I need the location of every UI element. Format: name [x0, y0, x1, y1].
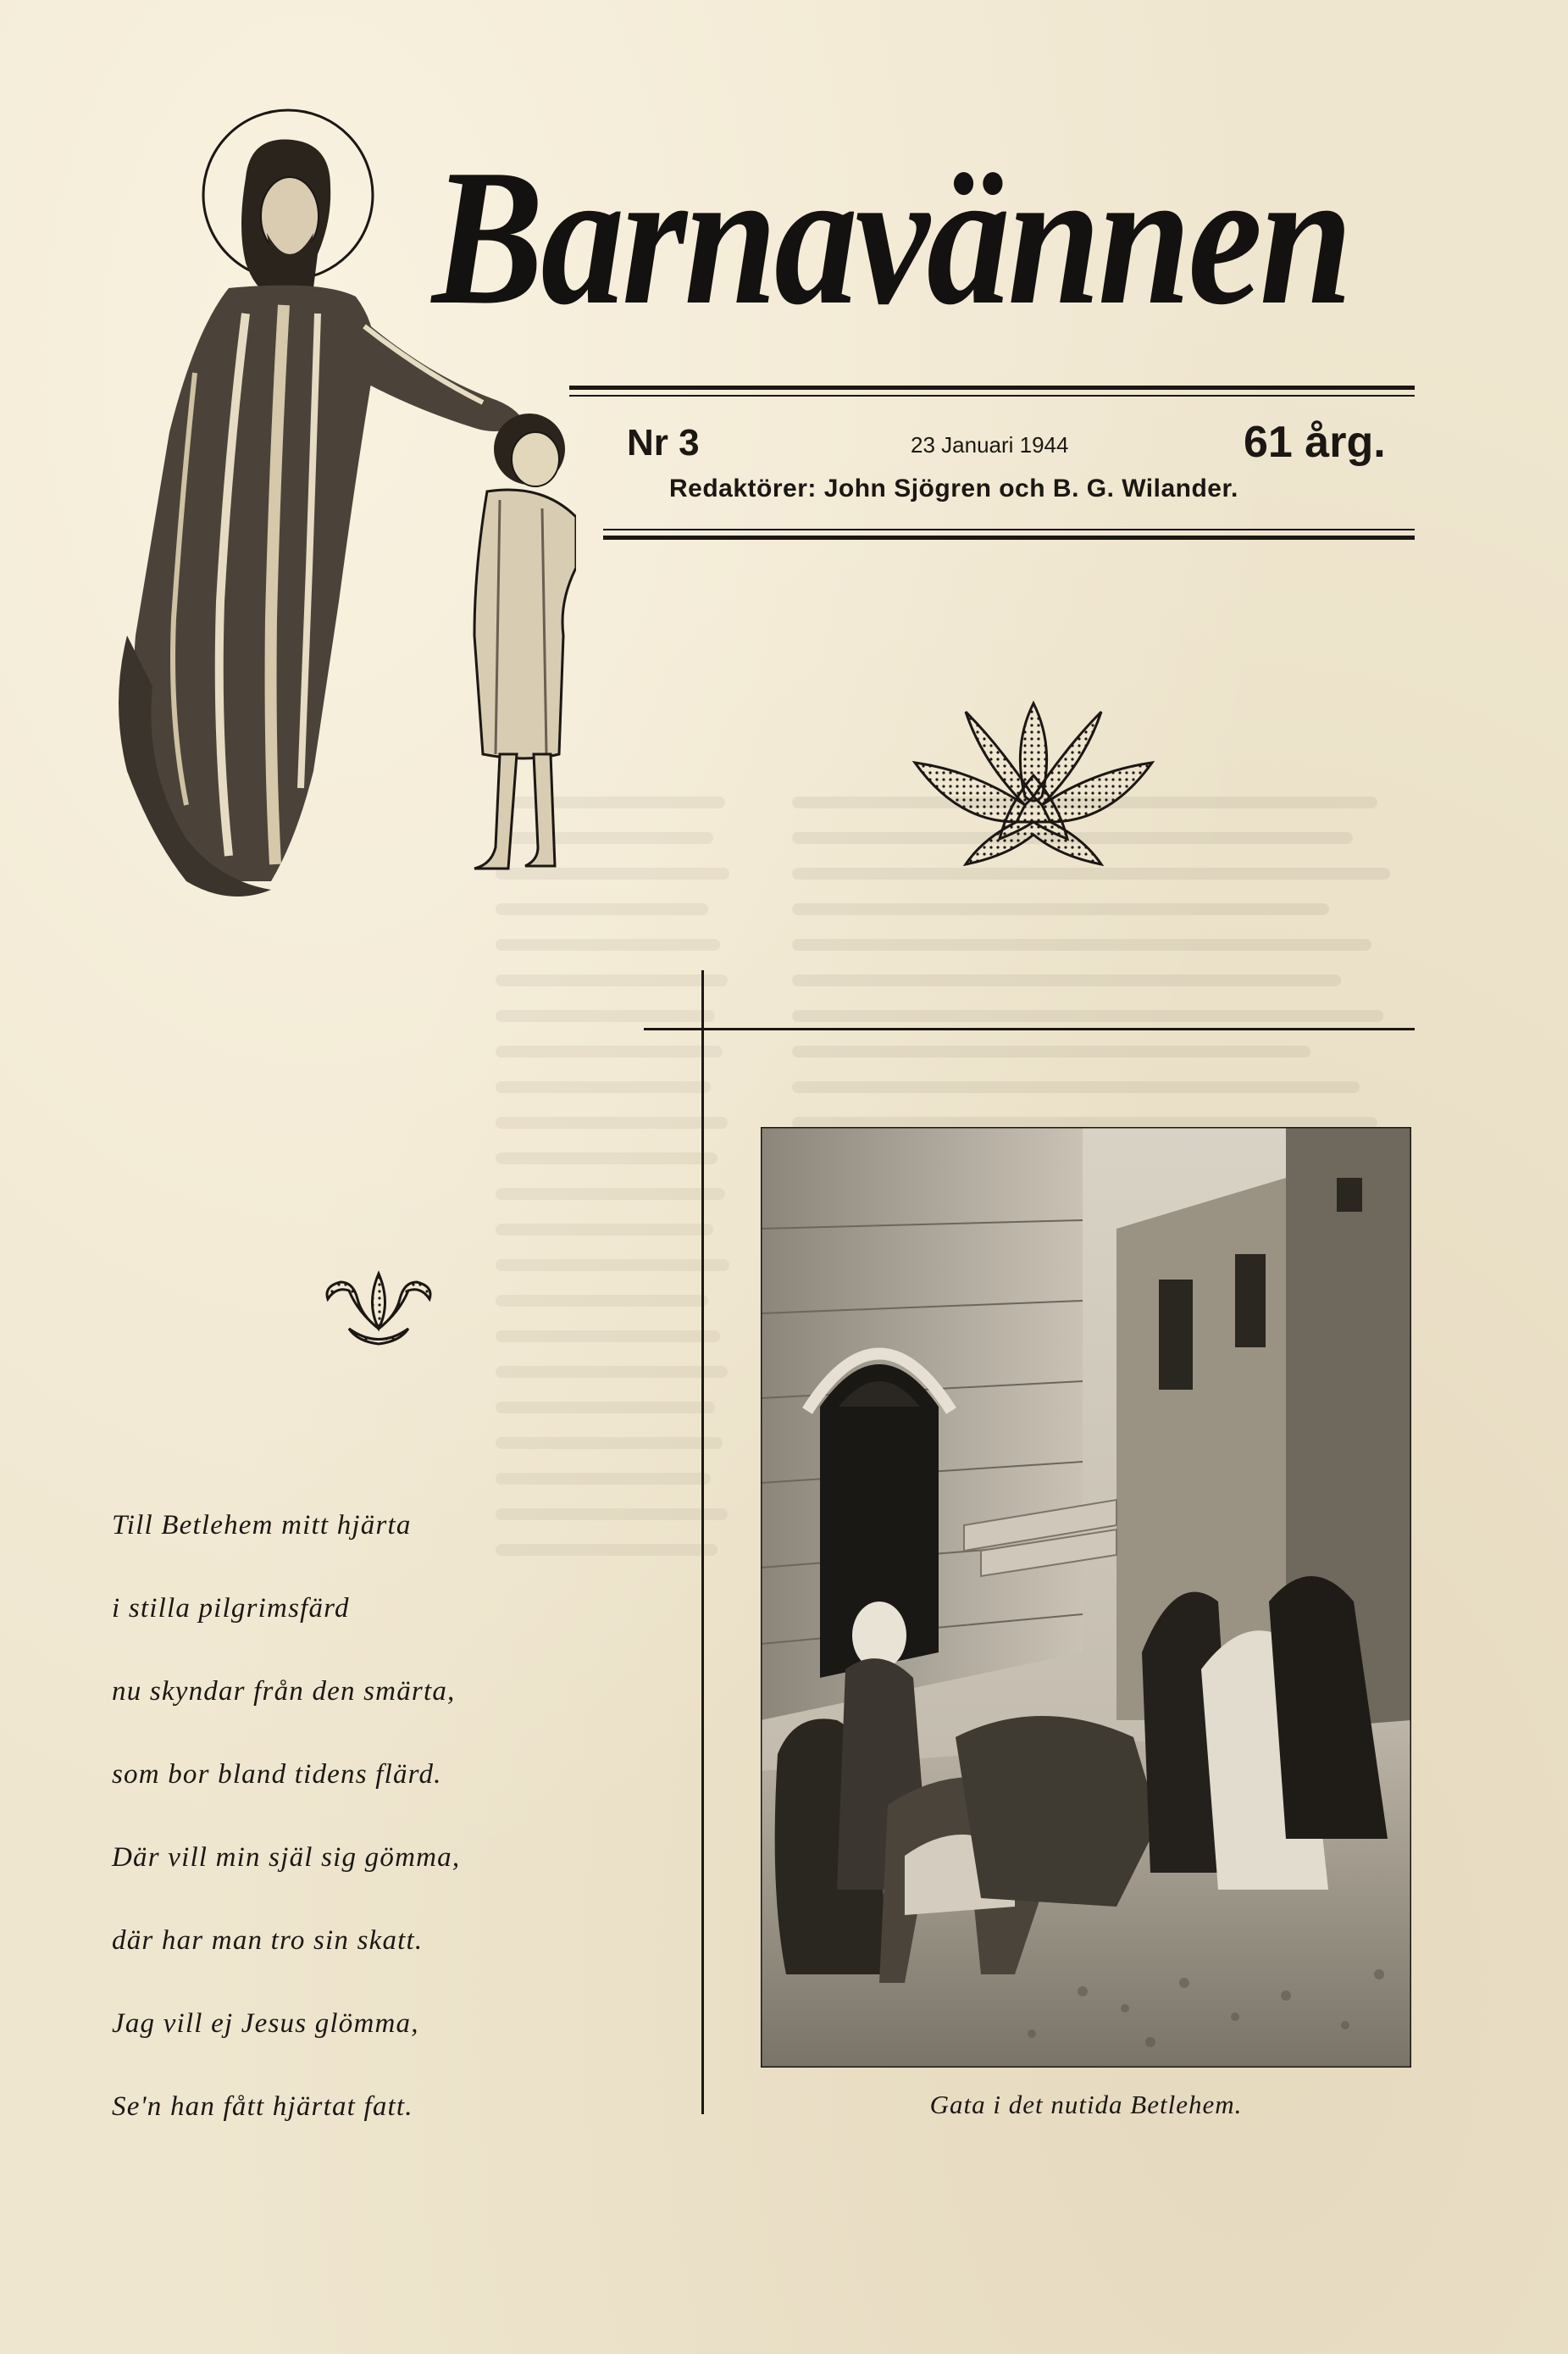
column-rule-horizontal	[644, 1028, 1415, 1030]
poem-line: Där vill min själ sig gömma,	[112, 1842, 461, 1873]
issue-date: 23 Januari 1944	[911, 432, 1069, 458]
volume-label: 61 årg.	[1244, 418, 1386, 467]
editors-line: Redaktörer: John Sjögren och B. G. Wilander.	[669, 475, 1238, 502]
poem-line: Se'n han fått hjärtat fatt.	[112, 2091, 413, 2122]
photo-caption: Gata i det nutida Betlehem.	[929, 2090, 1243, 2119]
masthead-rule-bottom-thin	[603, 529, 1415, 530]
poem-line: som bor bland tidens flärd.	[112, 1759, 442, 1790]
masthead-rule-bottom	[603, 536, 1415, 540]
small-lotus-ornament-icon	[315, 1261, 442, 1354]
masthead-rule-top	[569, 386, 1415, 390]
masthead-title: Barnavännen	[432, 129, 1350, 345]
masthead-rule-top-thin	[569, 395, 1415, 397]
poem-line: där har man tro sin skatt.	[112, 1925, 424, 1956]
column-rule-vertical	[701, 970, 704, 2114]
bethlehem-street-photo	[761, 1127, 1411, 2068]
issue-number: Nr 3	[627, 422, 700, 464]
poem-line: Till Betlehem mitt hjärta	[112, 1510, 412, 1541]
poem-line: Jag vill ej Jesus glömma,	[112, 2008, 419, 2039]
poem-line: nu skyndar från den smärta,	[112, 1676, 456, 1707]
poem-line: i stilla pilgrimsfärd	[112, 1593, 350, 1624]
lotus-ornament-icon	[906, 695, 1161, 873]
poem	[112, 1508, 654, 2173]
